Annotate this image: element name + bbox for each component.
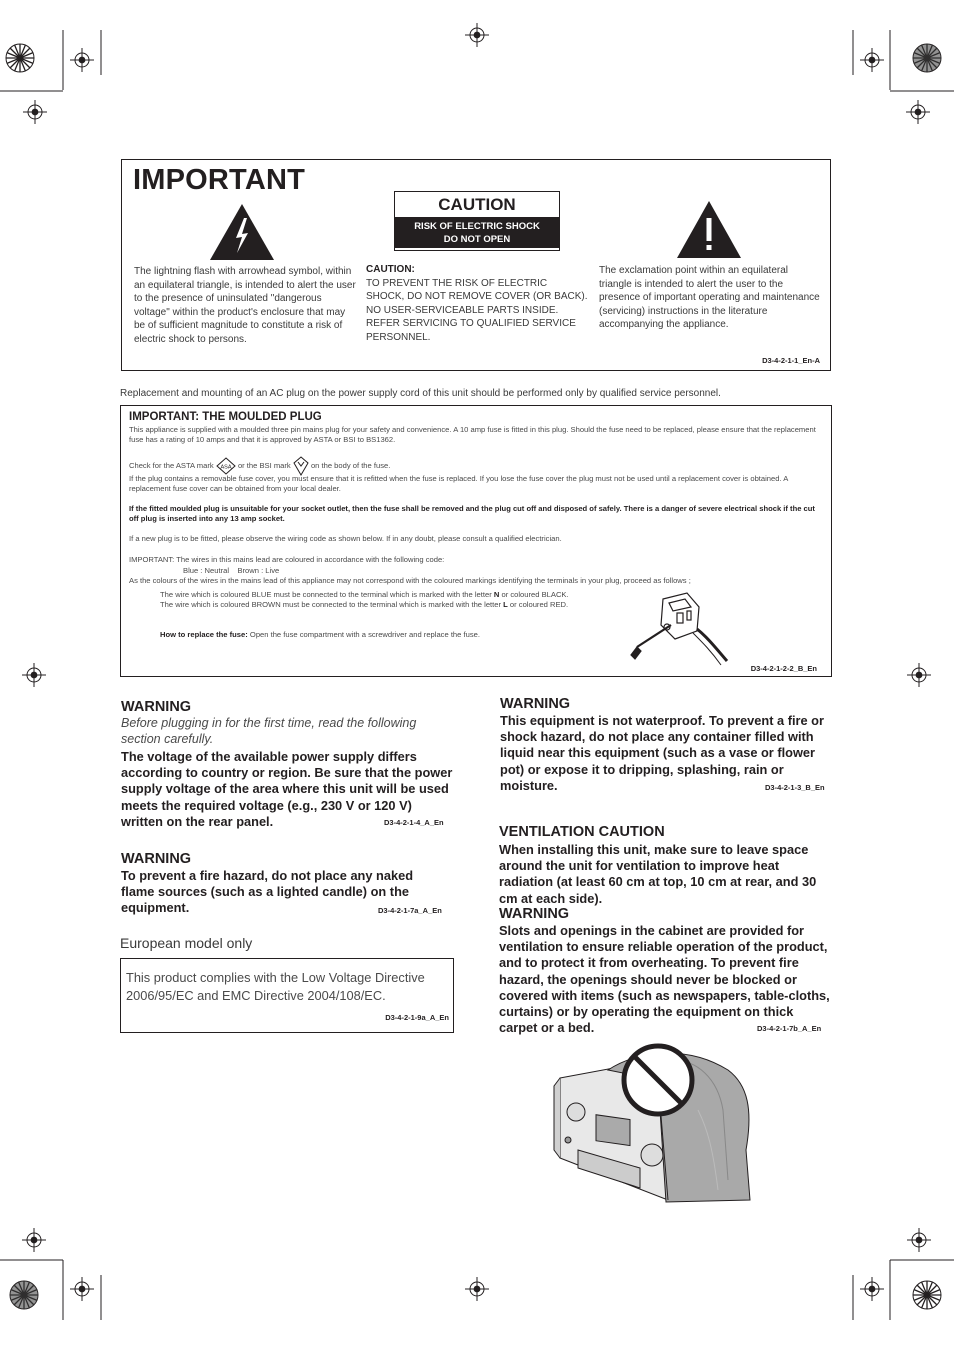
caution-label-line2: DO NOT OPEN [443, 234, 511, 245]
warning-1-body: The voltage of the available power supply differs according to country or region. Be sure that the power supply voltage of the area where this unit will be used meets the required voltage (e.g., 230 V or 120 V) written on the rear panel. [121, 749, 453, 829]
plug-title: IMPORTANT: THE MOULDED PLUG [129, 411, 322, 423]
plug-para-5: IMPORTANT: The wires in this mains lead are coloured in accordance with the following code: [129, 555, 445, 564]
plug-brown-line [160, 600, 640, 610]
asta-mark-icon [216, 457, 236, 475]
lightning-warning-icon [210, 204, 274, 260]
caution-explanation [366, 263, 588, 345]
moulded-plug-box [120, 405, 832, 677]
caution-title: CAUTION: [366, 264, 415, 275]
caution-label-sub [395, 217, 559, 248]
caution-label-line1: RISK OF ELECTRIC SHOCK [414, 221, 540, 232]
caution-text: TO PREVENT THE RISK OF ELECTRIC SHOCK, DO NOT REMOVE COVER (OR BACK). NO USER-SERVICEABLE PARTS INSIDE. REFER SERVICING TO QUALIFIED SERVICE PERSONNEL. [366, 277, 588, 343]
warning-2-code: D3-4-2-1-7a_A_En [378, 906, 442, 915]
important-code: D3-4-2-1-1_En-A [762, 356, 820, 365]
warning-3-code: D3-4-2-1-3_B_En [765, 783, 825, 792]
brown-text-post: or coloured RED. [509, 600, 569, 609]
caution-label [394, 191, 560, 251]
plug-para-2: If the plug contains a removable fuse cover, you must ensure that it is refitted when the fuse is replaced. If you lose the fuse cover the plug must not be used until a replacement cover is obtained. A replacement fuse cover can be obtained from your local dealer. [129, 474, 788, 493]
plug-para-3: If the fitted moulded plug is unsuitable for your socket outlet, then the fuse shall be removed and the plug cut off and disposed of safely. There is a danger of severe electrical shock if the cut off plug is inserted into any 13 amp socket. [129, 504, 815, 523]
ventilation-heading: VENTILATION CAUTION [499, 824, 665, 840]
warning-4-code: D3-4-2-1-7b_A_En [757, 1024, 822, 1033]
blue-letter: N [493, 590, 500, 599]
asta-text-post: on the body of the fuse. [310, 461, 391, 470]
plug-asta-line [129, 456, 823, 476]
bsi-kitemark-icon [293, 456, 309, 476]
exclamation-explanation: The exclamation point within an equilateral triangle is intended to alert the user to the presence of important operating and maintenance (servicing) instructions in the literature accompanying the appliance. [599, 265, 820, 331]
warning-2-body: To prevent a fire hazard, do not place any naked flame sources (such as a lighted candle) on the equipment. [121, 868, 414, 916]
warning-1-code: D3-4-2-1-4_A_En [384, 818, 444, 827]
plug-fuse-line [160, 630, 640, 640]
lightning-explanation: The lightning flash with arrowhead symbol, within an equilateral triangle, is intended to alert the user to the presence of uninsulated "dangerous voltage" within the product's enclosure that may be of sufficient magnitude to constitute a risk of electric shock to persons. [134, 266, 356, 345]
plug-para-6: As the colours of the wires in the mains lead of this appliance may not correspond with the coloured markings identifying the terminals in your plug, proceed as follows ; [129, 576, 691, 585]
plug-wire-code: Blue : Neutral Brown : Live [183, 566, 280, 575]
blue-text-pre: The wire which is coloured BLUE must be connected to the terminal which is marked with the letter [160, 590, 492, 599]
covered-receiver-illustration [548, 1040, 788, 1210]
plug-para-4: If a new plug is to be fitted, please observe the wiring code as shown below. If in any doubt, please consult a qualified electrician. [129, 534, 562, 543]
warning-2-heading: WARNING [121, 851, 192, 867]
fuse-label: How to replace the fuse: [160, 630, 248, 639]
warning-1-italic: Before plugging in for the first time, read the following section carefully. [121, 716, 417, 746]
asta-mark-text: ASA [220, 464, 232, 471]
warning-4-body: Slots and openings in the cabinet are provided for ventilation to ensure reliable operation of the product, and to protect it from overheating. To prevent fire hazard, the openings should never be blocked or covered with items (such as newspapers, table-cloths, curtains) or by operating the equipment on thick carpet or a bed. [499, 923, 830, 1036]
european-model-label: European model only [120, 935, 253, 951]
plug-code: D3-4-2-1-2-2_B_En [750, 664, 817, 673]
warning-1-heading: WARNING [121, 699, 192, 715]
important-box [121, 159, 831, 371]
ventilation-body: When installing this unit, make sure to leave space around the unit for ventilation to improve heat radiation (at least 60 cm at top, 10 cm at rear, and 30 cm at each side). [499, 842, 817, 906]
plug-para-1: This appliance is supplied with a moulded three pin mains plug for your safety and convenience. A 10 amp fuse is fitted in this plug. Should the fuse need to be replaced, please ensure that the replacement fuse has a rating of 10 amps and that it is approved by ASTA or BSI to BS1362. [129, 425, 816, 444]
brown-letter: L [503, 600, 508, 609]
european-compliance-text: This product complies with the Low Voltage Directive 2006/95/EC and EMC Directive 2004/108/EC. [126, 970, 425, 1003]
blue-text-post: or coloured BLACK. [501, 590, 569, 599]
exclamation-warning-icon [677, 201, 741, 258]
caution-label-head: CAUTION [438, 195, 516, 214]
asta-text-mid: or the BSI mark [237, 461, 291, 470]
warning-3-heading: WARNING [500, 696, 571, 712]
european-code: D3-4-2-1-9a_A_En [385, 1013, 449, 1022]
warning-3-body: This equipment is not waterproof. To prevent a fire or shock hazard, do not place any container filled with liquid near this equipment (such as a vase or flower pot) or expose it to dripping, splashing, rain or moisture. [500, 713, 824, 793]
european-compliance-box [120, 958, 454, 1033]
asta-text-pre: Check for the ASTA mark [129, 461, 214, 470]
plug-screwdriver-illustration [627, 589, 737, 669]
fuse-text: Open the fuse compartment with a screwdriver and replace the fuse. [249, 630, 480, 639]
brown-text-pre: The wire which is coloured BROWN must be connected to the terminal which is marked with the letter [160, 600, 502, 609]
plug-blue-line [160, 590, 640, 600]
replacement-note: Replacement and mounting of an AC plug on the power supply cord of this unit should be performed only by qualified service personnel. [120, 388, 721, 399]
warning-4-heading: WARNING [499, 906, 570, 922]
important-title: IMPORTANT [133, 164, 306, 196]
